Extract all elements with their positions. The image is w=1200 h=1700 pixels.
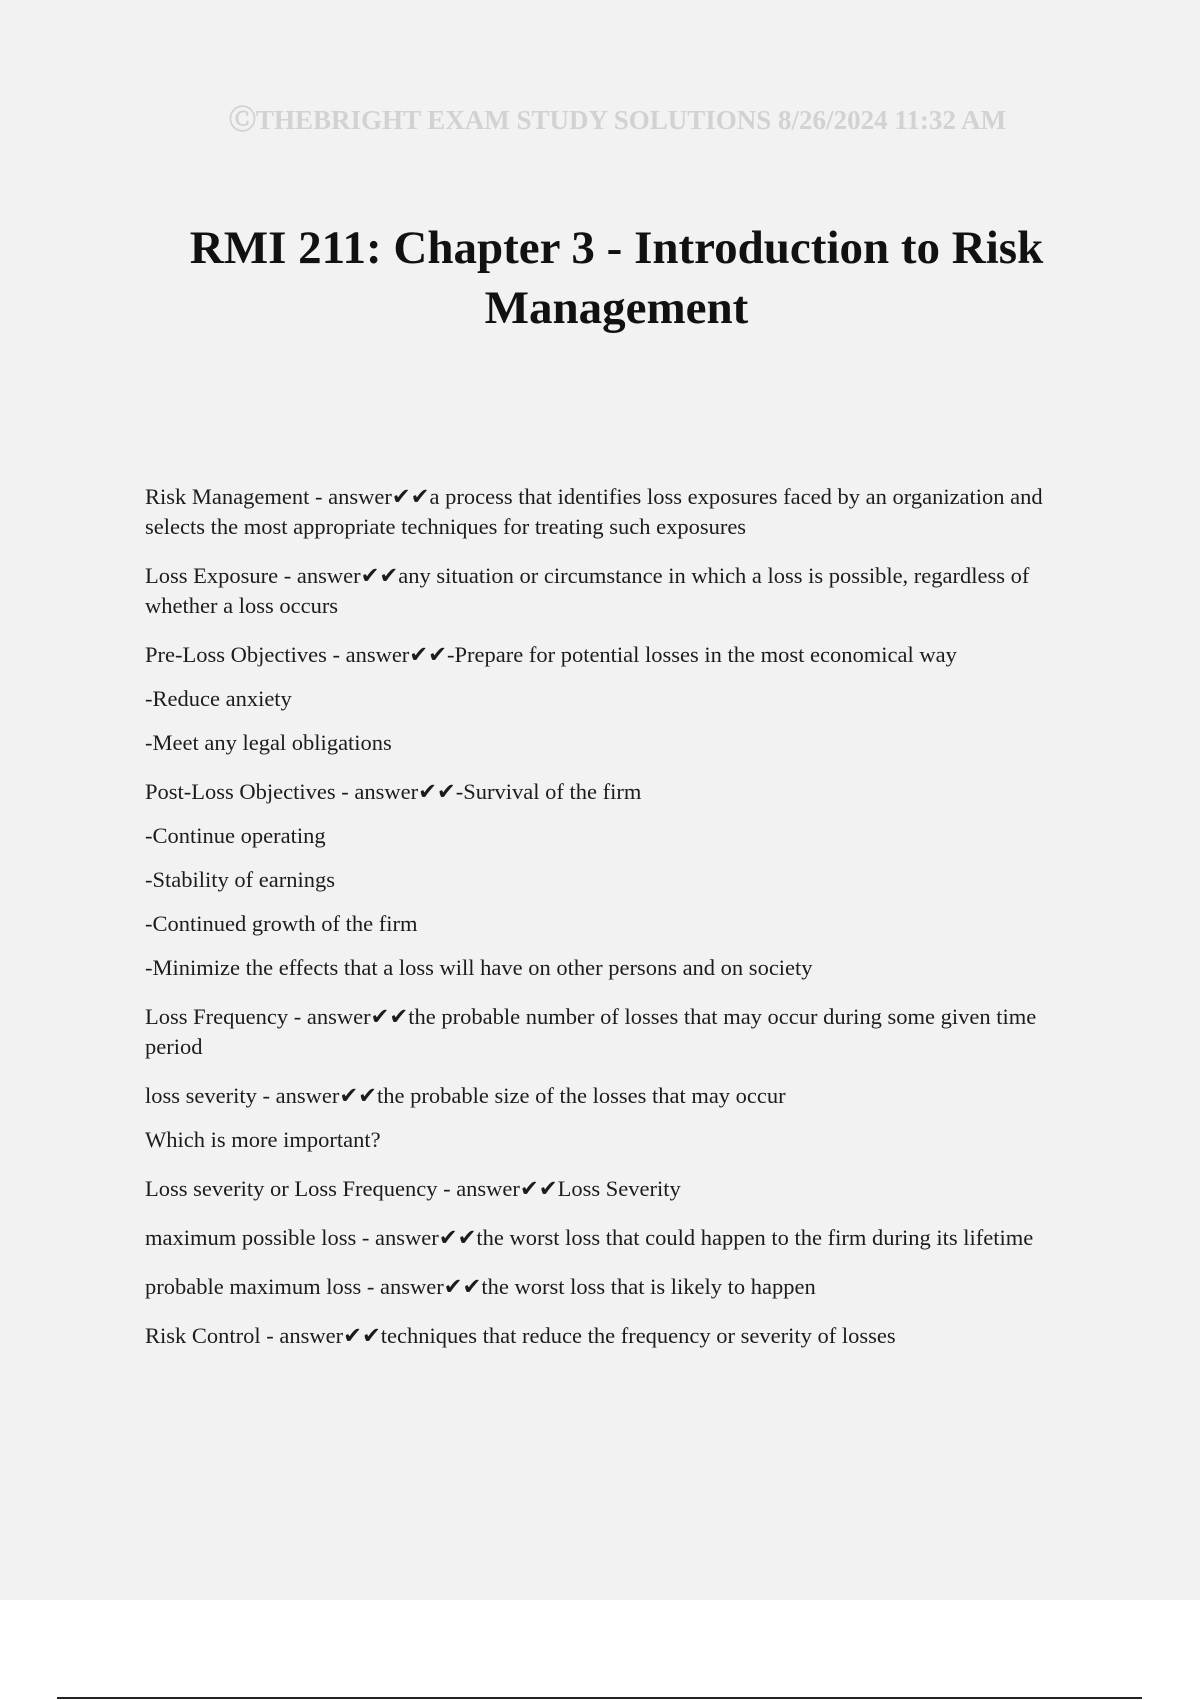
document-body (145, 482, 1075, 1351)
entry-loss-frequency: Loss Frequency - answer✔✔the probable number of losses that may occur during some given time period (145, 1004, 1037, 1059)
entry-loss-exposure: Loss Exposure - answer✔✔any situation or circumstance in which a loss is possible, regardless of whether a loss occurs (145, 563, 1030, 618)
footer-divider (57, 1697, 1142, 1699)
entry-pre-loss-objectives: Pre-Loss Objectives - answer✔✔-Prepare for potential losses in the most economical way (145, 642, 957, 667)
entry-probable-maximum-loss: probable maximum loss - answer✔✔the worst loss that is likely to happen (145, 1274, 816, 1299)
entry-which-more-important: Which is more important? (145, 1127, 381, 1152)
entry-maximum-possible-loss: maximum possible loss - answer✔✔the worst loss that could happen to the firm during its lifetime (145, 1225, 1034, 1250)
watermark: ⒸTHEBRIGHT EXAM STUDY SOLUTIONS 8/26/2024 11:32 AM (228, 105, 1007, 135)
entry-stability-of-earnings: -Stability of earnings (145, 867, 335, 892)
entry-minimize-effects: -Minimize the effects that a loss will have on other persons and on society (145, 955, 813, 980)
entry-severity-or-frequency: Loss severity or Loss Frequency - answer✔✔Loss Severity (145, 1176, 681, 1201)
entry-loss-severity: loss severity - answer✔✔the probable size of the losses that may occur (145, 1083, 786, 1108)
entry-continued-growth: -Continued growth of the firm (145, 911, 418, 936)
entry-post-loss-objectives: Post-Loss Objectives - answer✔✔-Survival of the firm (145, 779, 642, 804)
document-title: RMI 211: Chapter 3 - Introduction to Risk Management (189, 222, 1044, 334)
entry-risk-control: Risk Control - answer✔✔techniques that reduce the frequency or severity of losses (145, 1323, 896, 1348)
entry-continue-operating: -Continue operating (145, 823, 326, 848)
entry-reduce-anxiety: -Reduce anxiety (145, 686, 292, 711)
entry-legal-obligations: -Meet any legal obligations (145, 730, 392, 755)
entry-risk-management: Risk Management - answer✔✔a process that identifies loss exposures faced by an organization and selects the most appropriate techniques for treating such exposures (145, 484, 1043, 539)
